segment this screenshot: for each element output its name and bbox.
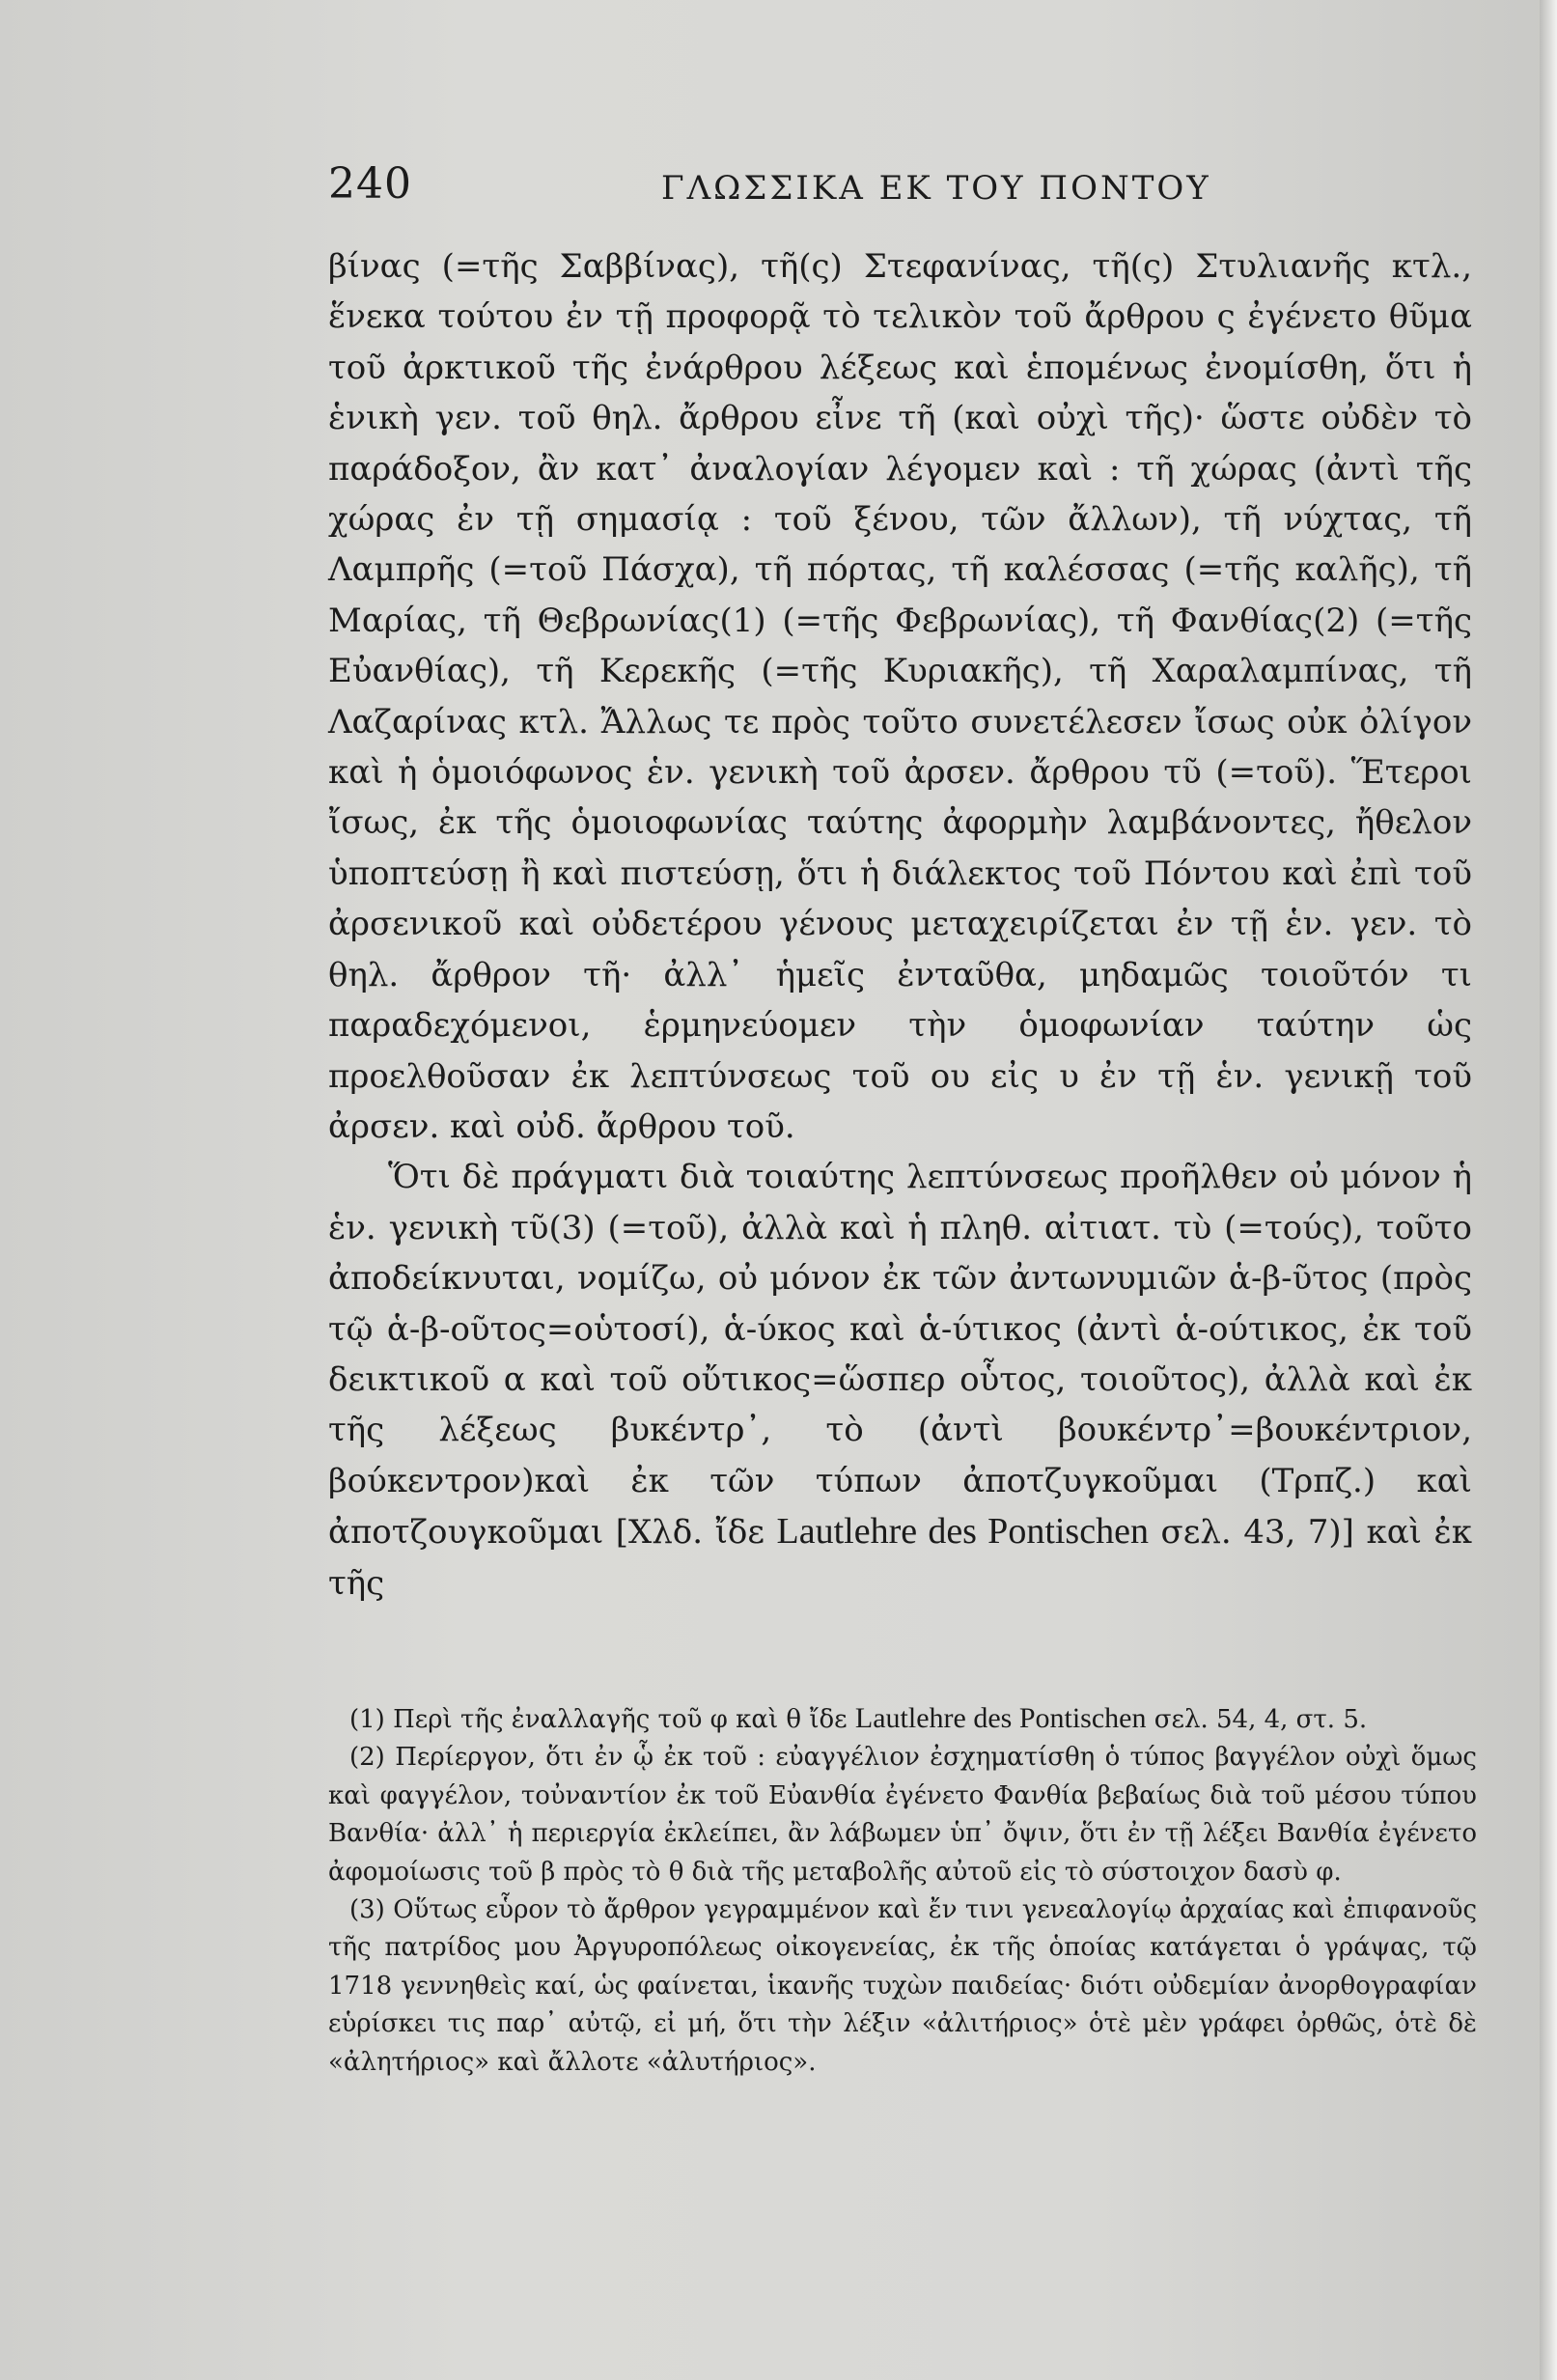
- running-title: ΓΛΩΣΣΙΚΑ ΕΚ ΤΟΥ ΠΟΝΤΟΥ: [661, 169, 1211, 208]
- paragraph-1: βίνας (=τῆς Σαββίνας), τῆ(ς) Στεφανίνας, τῆ(ς) Στυλιανῆς κτλ., ἕνεκα τούτου ἐν τῇ προφορᾷ τὸ τελικὸν τοῦ ἄρθρου ς ἐγένετο θῦμα τοῦ ἀρκτικοῦ τῆς ἐνάρθρου λέξεως καὶ ἑπομένως ἐνομίσθη, ὅτι ἡ ἑνικὴ γεν. τοῦ θηλ. ἄρθρου εἶνε τῆ (καὶ οὐχὶ τῆς)· ὥστε οὐδὲν τὸ παράδοξον, ἂν κατ᾽ ἀναλογίαν λέγομεν καὶ : τῆ χώρας (ἀντὶ τῆς χώρας ἐν τῇ σημασίᾳ : τοῦ ξένου, τῶν ἄλλων), τῆ νύχτας, τῆ Λαμπρῆς (=τοῦ Πάσχα), τῆ πόρτας, τῆ καλέσσας (=τῆς καλῆς), τῆ Μαρίας, τῆ Θεβρωνίας(1) (=τῆς Φεβρωνίας), τῆ Φανθίας(2) (=τῆς Εὐανθίας), τῆ Κερεκῆς (=τῆς Κυριακῆς), τῆ Χαραλαμπίνας, τῆ Λαζαρίνας κτλ. Ἄλλως τε πρὸς τοῦτο συνετέλεσεν ἴσως οὐκ ὀλίγον καὶ ἡ ὁμοιόφωνος ἑν. γενικὴ τοῦ ἀρσεν. ἄρθρου τῦ (=τοῦ). Ἕτεροι ἴσως, ἐκ τῆς ὁμοιοφωνίας ταύτης ἀφορμὴν λαμβάνοντες, ἤθελον ὑποπτεύσῃ ἢ καὶ πιστεύσῃ, ὅτι ἡ διάλεκτος τοῦ Πόντου καὶ ἐπὶ τοῦ ἀρσενικοῦ καὶ οὐδετέρου γένους μεταχειρίζεται ἐν τῇ ἑν. γεν. τὸ θηλ. ἄρθρον τῆ· ἀλλ᾽ ἡμεῖς ἐνταῦθα, μηδαμῶς τοιοῦτόν τι παραδεχόμενοι, ἑρμηνεύομεν τὴν ὁμοφωνίαν ταύτην ὡς προελθοῦσαν ἐκ λεπτύνσεως τοῦ ου εἰς υ ἐν τῇ ἑν. γενικῇ τοῦ ἀρσεν. καὶ οὐδ. ἄρθρου τοῦ.: [328, 247, 1472, 1146]
- footnote-text-end: σελ. 54, 4, στ. 5.: [1154, 1705, 1368, 1734]
- page-header: [328, 159, 1496, 217]
- footnote-text: Περὶ τῆς ἐναλλαγῆς τοῦ φ καὶ θ ἴδε: [393, 1705, 848, 1734]
- footnote-latin-title: Lautlehre des Pontischen: [854, 1702, 1147, 1734]
- footnote-number: (2): [349, 1743, 385, 1773]
- footnote-text: Περίεργον, ὅτι ἐν ᾧ ἐκ τοῦ : εὐαγγέλιον ἐσχηματίσθη ὁ τύπος βαγγέλον οὐχὶ ὅμως καὶ φαγγέλον, τοὐναντίον ἐκ τοῦ Εὐανθία ἐγένετο Φανθία βεβαίως διὰ τοῦ μέσου τύπου Βανθία· ἀλλ᾽ ἡ περιεργία ἐκλείπει, ἂν λάβωμεν ὑπ᾽ ὄψιν, ὅτι ἐν τῇ λέξει Βανθία ἐγένετο ἀφομοίωσις τοῦ β πρὸς τὸ θ διὰ τῆς μεταβολῆς αὐτοῦ εἰς τὸ σύστοιχον δασὺ φ.: [328, 1743, 1477, 1887]
- footnote-2: [328, 1739, 1477, 1891]
- footnote-text: Οὕτως εὗρον τὸ ἄρθρον γεγραμμένον καὶ ἔν τινι γενεαλογίῳ ἀρχαίας καὶ ἐπιφανοῦς τῆς πατρίδος μου Ἀργυροπόλεως οἰκογενείας, ἐκ τῆς ὁποίας κατάγεται ὁ γράψας, τῷ 1718 γεννηθεὶς καί, ὡς φαίνεται, ἱκανῆς τυχὼν παιδείας· διότι οὐδεμίαν ἀνορθογραφίαν εὑρίσκει τις παρ᾽ αὐτῷ, εἰ μή, ὅτι τὴν λέξιν «ἀλιτήριος» ὁτὲ μὲν γράφει ὀρθῶς, ὁτὲ δὲ «ἀλητήριος» καὶ ἄλλοτε «ἀλυτήριος».: [328, 1895, 1478, 2077]
- paragraph-2-start: Ὅτι δὲ πράγματι διὰ τοιαύτης λεπτύνσεως προῆλθεν οὐ μόνον ἡ ἑν. γενικὴ τῦ(3) (=τοῦ), ἀλλὰ καὶ ἡ πληθ. αἰτιατ. τὺ (=τούς), τοῦτο ἀποδείκνυται, νομίζω, οὐ μόνον ἐκ τῶν ἀντωνυμιῶν ἁ-β-ῦτος (πρὸς τῷ ἁ-β-οῦτος=οὑτοσί), ἁ-ύκος καὶ ἁ-ύτικος (ἀντὶ ἁ-ούτικος, ἐκ τοῦ δεικτικοῦ α καὶ τοῦ οὔτικος=ὥσπερ οὗτος, τοιοῦτος), ἀλλὰ καὶ ἐκ τῆς λέξεως βυκέντρ᾽, τὸ (ἀντὶ βουκέντρ᾽=βουκέντριον, βούκεντρον)καὶ ἐκ τῶν τύπων ἀποτζυγκοῦμαι (Τρπζ.) καὶ ἀποτζουγκοῦμαι [Χλδ. ἴδε: [328, 1158, 1472, 1553]
- footnote-number: (3): [349, 1895, 385, 1925]
- paragraph-2: [328, 1152, 1472, 1609]
- paragraph-2-latin-title: Lautlehre des Pontischen: [776, 1511, 1149, 1553]
- page-edge: [1540, 0, 1557, 2380]
- footnote-3: [328, 1891, 1477, 2082]
- page-number: 240: [328, 159, 412, 209]
- footnote-1: [328, 1699, 1477, 1739]
- paragraph-2-end: σελ. 43, 7)] καὶ ἐκ τῆς: [328, 1513, 1473, 1603]
- footnotes: [328, 1699, 1477, 2082]
- main-text: [328, 241, 1472, 1609]
- footnote-number: (1): [349, 1705, 385, 1734]
